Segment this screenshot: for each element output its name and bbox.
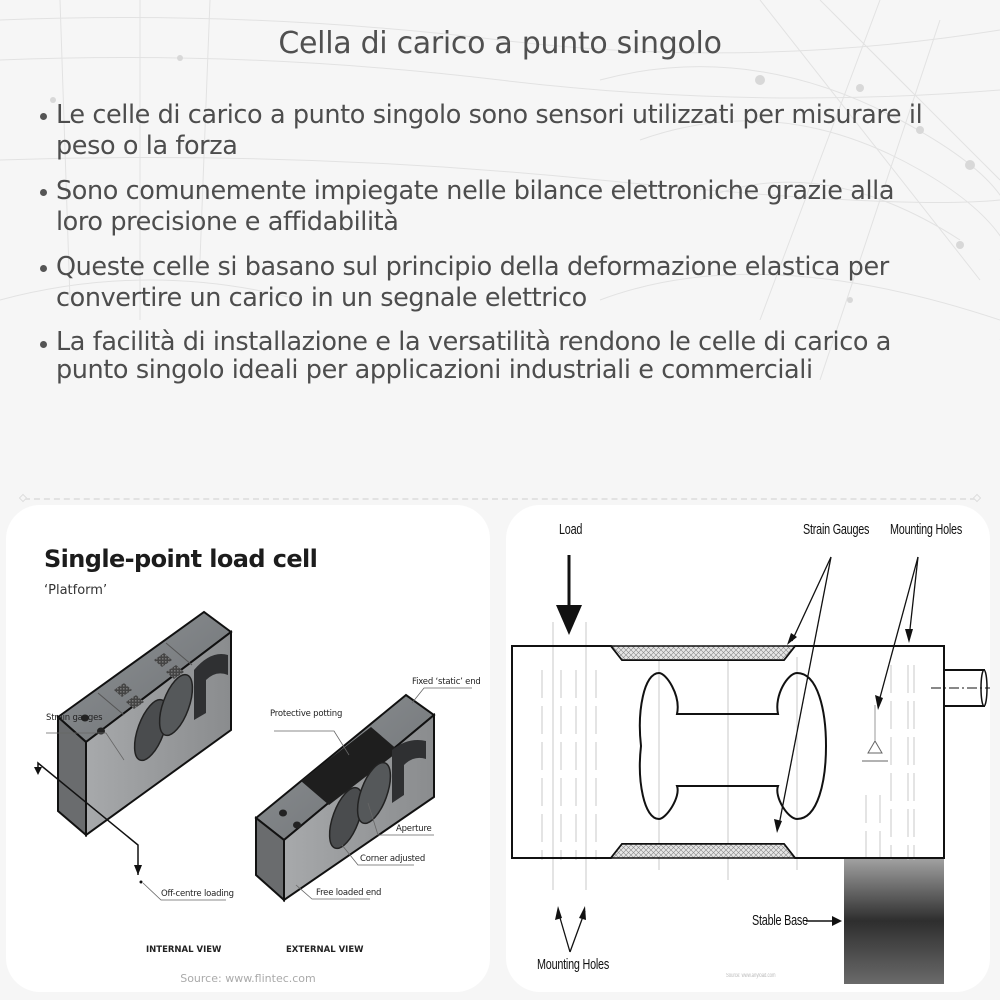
section-drawing [506,505,990,992]
figure-source: Source: www.flintec.com [180,972,316,985]
load-cell-section-diagram [506,505,990,992]
bullet-list [38,100,938,398]
load-cell-illustrations [6,505,490,992]
bullet-dot-icon [40,265,47,272]
bullet-item [38,328,938,384]
external-view-label: EXTERNAL VIEW [286,945,364,955]
label-load: Load [559,521,583,538]
label-mounting-holes-bottom: Mounting Holes [537,956,610,973]
internal-view-cell [34,612,231,900]
section-divider [24,498,976,500]
label-protective-potting: Protective potting [270,709,343,719]
figure-source: Source: www.anyload.com [726,973,776,979]
bullet-dot-icon [40,113,47,120]
bullet-item [38,252,938,314]
bullet-dot-icon [40,341,47,348]
figure-subtitle: ‘Platform’ [44,583,108,598]
label-fixed-static-end: Fixed ‘static’ end [412,677,481,687]
load-cell-isometric-figure [6,505,490,992]
label-strain-gauges: Strain gauges [46,713,103,723]
label-corner-adjusted: Corner adjusted [360,854,426,864]
bullet-item [38,176,938,238]
label-stable-base: Stable Base [752,912,808,929]
bullet-item [38,100,938,162]
internal-view-label: INTERNAL VIEW [146,945,222,955]
label-free-loaded-end: Free loaded end [316,888,382,898]
label-strain-gauges: Strain Gauges [803,521,870,538]
label-off-centre-loading: Off-centre loading [161,889,234,899]
bullet-text: Le celle di carico a punto singolo sono sensori utilizzati per misurare il peso o la forza [56,100,923,161]
bullet-text: Queste celle si basano sul principio della deformazione elastica per convertire un carico in un segnale elettrico [56,252,889,313]
bullet-dot-icon [40,189,47,196]
bullet-text: Sono comunemente impiegate nelle bilance elettroniche grazie alla loro precisione e affidabilità [56,176,895,237]
label-aperture: Aperture [396,824,432,834]
external-view-cell [256,688,472,900]
figure-title: Single-point load cell [44,545,318,573]
bullet-text: La facilità di installazione e la versatilità rendono le celle di carico a punto singolo ideali per applicazioni industriali e commerciali [56,327,891,385]
page-title: Cella di carico a punto singolo [278,26,722,61]
label-mounting-holes-top: Mounting Holes [890,521,963,538]
